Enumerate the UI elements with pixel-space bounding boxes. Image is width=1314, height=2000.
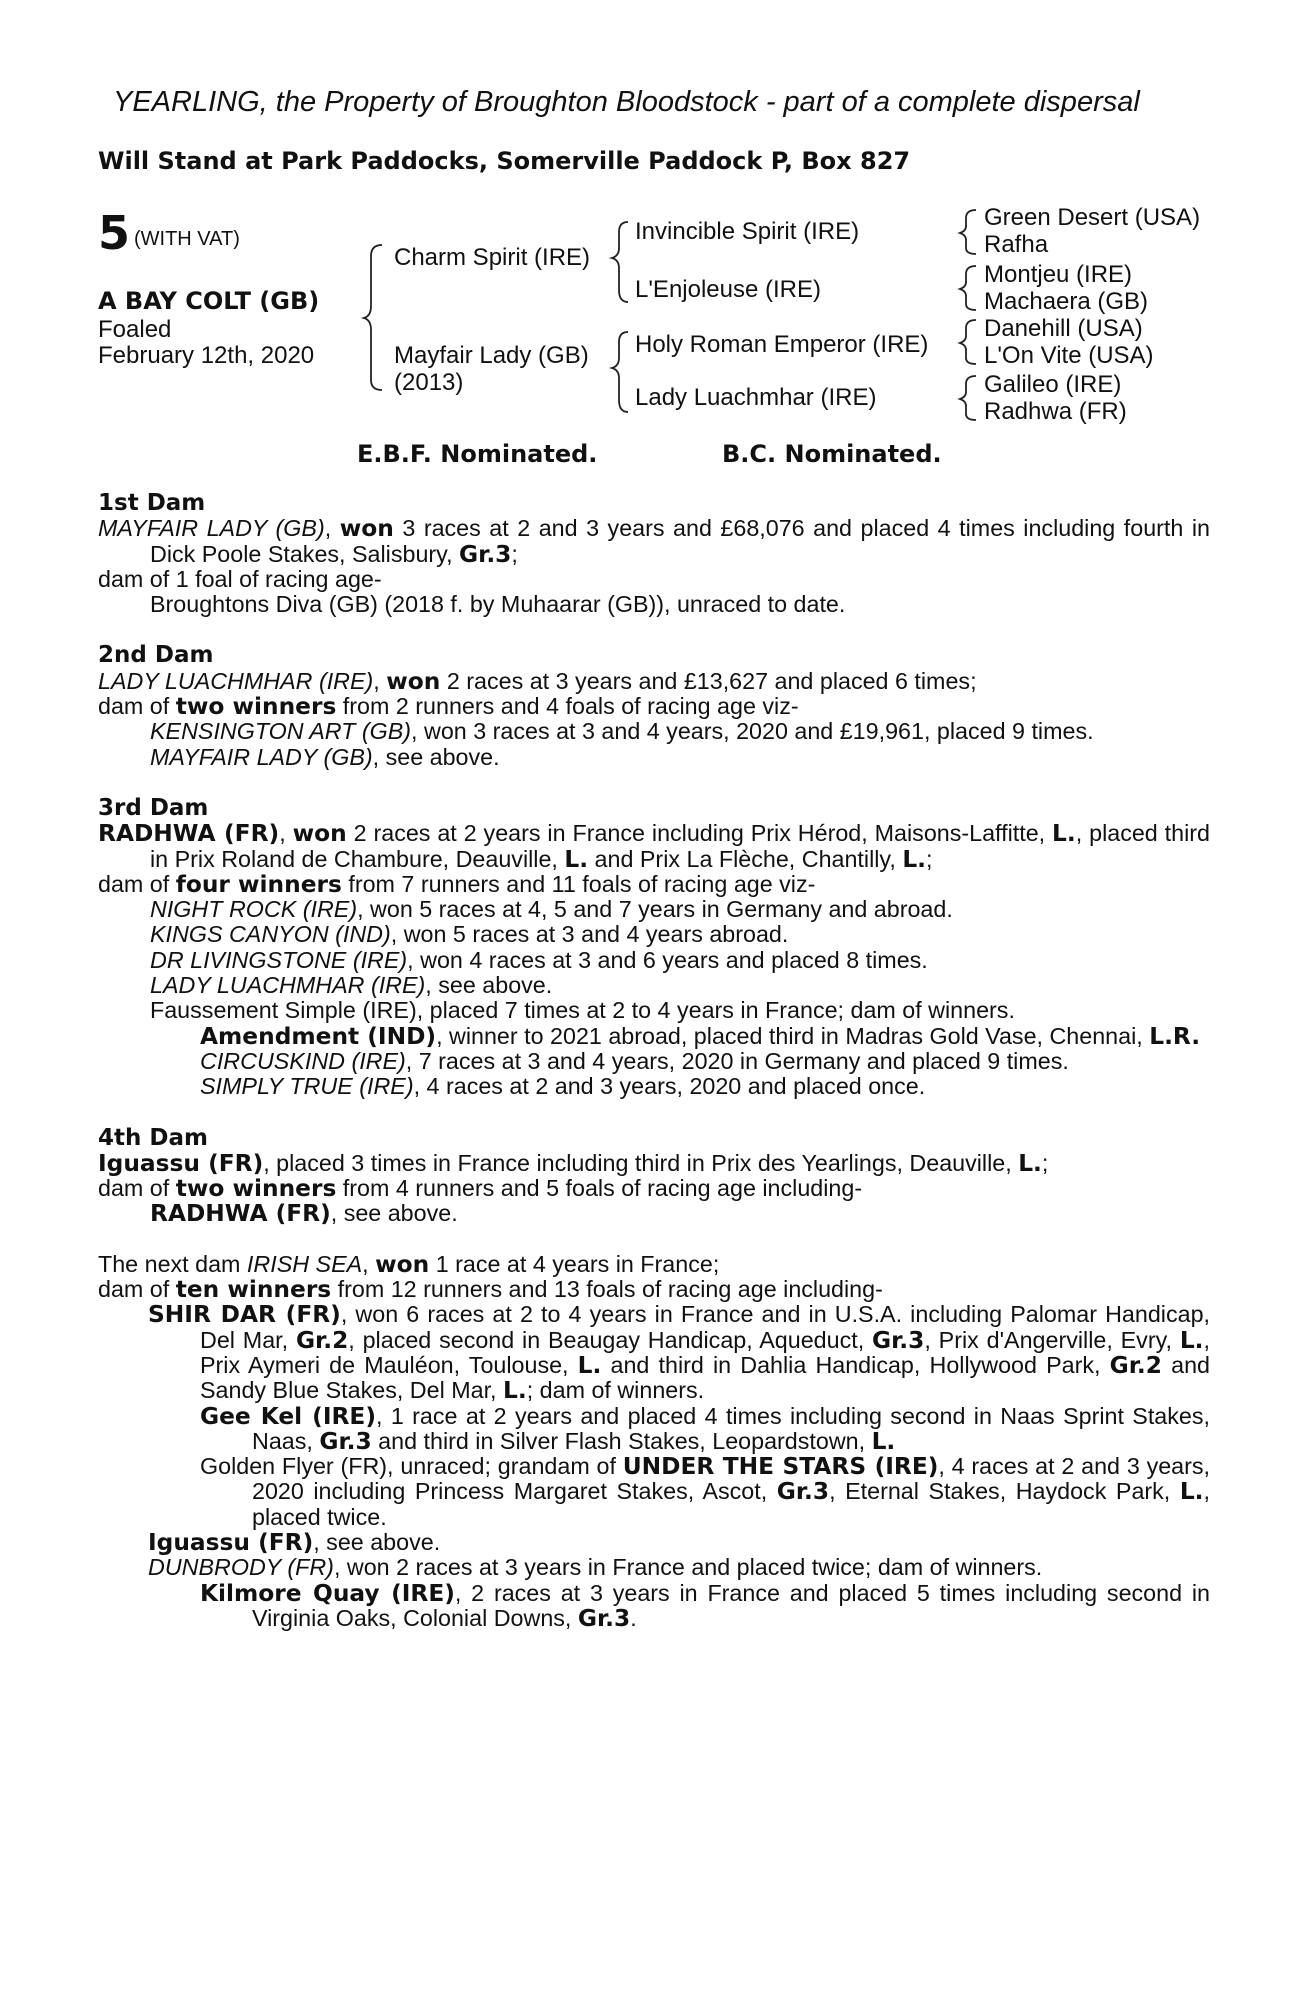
third-dam-progeny: KINGS CANYON (IND), won 5 races at 3 and 4 years abroad. (150, 921, 789, 948)
pedigree-gen3-7: Galileo (IRE) (984, 371, 1122, 398)
pedigree-dam-year: (2013) (394, 369, 464, 396)
pedigree-gen3-8: Radhwa (FR) (984, 398, 1127, 425)
next-dam-produce: dam of ten winners from 12 runners and 13 foals of racing age including- (98, 1276, 883, 1304)
third-dam-grandprogeny: CIRCUSKIND (IRE), 7 races at 3 and 4 years, 2020 in Germany and placed 9 times. (200, 1047, 1069, 1074)
pedigree-gen3-3: Montjeu (IRE) (984, 261, 1133, 288)
next-dam-grandprogeny: Kilmore Quay (IRE), 2 races at 3 years in France and placed 5 times including second in Virginia Oaks, Colonial Downs, Gr.3. (200, 1579, 1210, 1632)
lot-number: 5 (98, 206, 131, 260)
ebf-nomination: E.B.F. Nominated. (357, 440, 598, 468)
second-dam-record: LADY LUACHMHAR (IRE), won 2 races at 3 years and £13,627 and placed 6 times; (98, 667, 977, 695)
catalogue-heading: YEARLING, the Property of Broughton Bloodstock - part of a complete dispersal (113, 86, 1140, 118)
third-dam-progeny: LADY LUACHMHAR (IRE), see above. (150, 972, 553, 999)
catalogue-body (98, 490, 1210, 1631)
pedigree-gen3-5: Danehill (USA) (984, 315, 1143, 342)
first-dam-heading: 1st Dam (98, 490, 206, 516)
pedigree-sire-sire: Invincible Spirit (IRE) (635, 218, 860, 245)
stand-location: Will Stand at Park Paddocks, Somerville Paddock P, Box 827 (98, 147, 911, 175)
lot-vat: (WITH VAT) (134, 228, 240, 250)
pedigree-gen3-2: Rafha (984, 231, 1049, 258)
third-dam-progeny: NIGHT ROCK (IRE), won 5 races at 4, 5 and 7 years in Germany and abroad. (150, 896, 953, 923)
second-dam-progeny: KENSINGTON ART (GB), won 3 races at 3 and 4 years, 2020 and £19,961, placed 9 times. (150, 718, 1094, 745)
third-dam-produce: dam of four winners from 7 runners and 11 foals of racing age viz- (98, 870, 816, 898)
third-dam-grandprogeny: Amendment (IND), winner to 2021 abroad, placed third in Madras Gold Vase, Chennai, L.R. (200, 1022, 1201, 1050)
third-dam-progeny: DR LIVINGSTONE (IRE), won 4 races at 3 and 6 years and placed 8 times. (150, 946, 928, 973)
pedigree-dam: Mayfair Lady (GB) (394, 342, 589, 369)
fourth-dam-heading: 4th Dam (98, 1124, 208, 1151)
pedigree-gen3-4: Machaera (GB) (984, 288, 1149, 315)
next-dam-progeny: Iguassu (FR), see above. (148, 1528, 441, 1556)
second-dam-progeny: MAYFAIR LADY (GB), see above. (150, 743, 500, 770)
first-dam-produce: dam of 1 foal of racing age- (98, 565, 382, 592)
foaled-label: Foaled (98, 316, 172, 343)
bc-nomination: B.C. Nominated. (722, 440, 942, 468)
pedigree-dam-sire: Holy Roman Emperor (IRE) (635, 331, 929, 358)
foaled-date: February 12th, 2020 (98, 342, 315, 369)
next-dam-record: The next dam IRISH SEA, won 1 race at 4 years in France; (98, 1250, 720, 1278)
next-dam-progeny: DUNBRODY (FR), won 2 races at 3 years in France and placed twice; dam of winners. (148, 1554, 1043, 1581)
fourth-dam-progeny: RADHWA (FR), see above. (150, 1200, 458, 1228)
second-dam-heading: 2nd Dam (98, 642, 214, 669)
third-dam-record: RADHWA (FR), won 2 races at 2 years in France including Prix Hérod, Maisons-Laffitte, L., placed third in Prix Roland de Chambure, Deauville, L. and Prix La Flèche, Chantilly, L.; (98, 820, 1210, 873)
third-dam-heading: 3rd Dam (98, 794, 209, 821)
next-dam-grandprogeny: Gee Kel (IRE), 1 race at 2 years and placed 4 times including second in Naas Sprint Stakes, Naas, Gr.3 and third in Silver Flash Stakes, Leopardstown, L. (200, 1402, 1210, 1455)
first-dam-record: MAYFAIR LADY (GB), won 3 races at 2 and 3 years and £68,076 and placed 4 times including fourth in Dick Poole Stakes, Salisbury, Gr.3; (98, 515, 1210, 568)
next-dam-progeny: SHIR DAR (FR), won 6 races at 2 to 4 years in France and in U.S.A. including Palomar Handicap, Del Mar, Gr.2, placed second in Beaugay Handicap, Aqueduct, Gr.3, Prix d'Angerville, Evry, L., Prix Aymeri de Mauléon, Toulouse, L. and third in Dahlia Handicap, Hollywood Park, Gr.2 and Sandy Blue Stakes, Del Mar, L.; dam of winners. (148, 1301, 1211, 1405)
third-dam-grandprogeny: SIMPLY TRUE (IRE), 4 races at 2 and 3 years, 2020 and placed once. (200, 1073, 926, 1100)
pedigree-sire: Charm Spirit (IRE) (394, 244, 591, 271)
pedigree-dam-dam: Lady Luachmhar (IRE) (635, 384, 877, 411)
next-dam-grandprogeny: Golden Flyer (FR), unraced; grandam of UNDER THE STARS (IRE), 4 races at 2 and 3 years, 2020 including Princess Margaret Stakes, Ascot, Gr.3, Eternal Stakes, Haydock Park, L., placed twice. (200, 1453, 1211, 1530)
lot-description: A BAY COLT (GB) (98, 287, 320, 315)
second-dam-produce: dam of two winners from 2 runners and 4 foals of racing age viz- (98, 693, 799, 721)
pedigree-gen3-6: L'On Vite (USA) (984, 342, 1154, 369)
fourth-dam-record: Iguassu (FR), placed 3 times in France including third in Prix des Yearlings, Deauville, L.; (98, 1149, 1049, 1177)
fourth-dam-produce: dam of two winners from 4 runners and 5 foals of racing age including- (98, 1175, 863, 1203)
third-dam-progeny: Faussement Simple (IRE), placed 7 times at 2 to 4 years in France; dam of winners. (150, 997, 1015, 1024)
pedigree-gen3-1: Green Desert (USA) (984, 204, 1201, 231)
first-dam-foal: Broughtons Diva (GB) (2018 f. by Muhaarar (GB)), unraced to date. (150, 591, 846, 618)
pedigree-sire-dam: L'Enjoleuse (IRE) (635, 276, 821, 303)
